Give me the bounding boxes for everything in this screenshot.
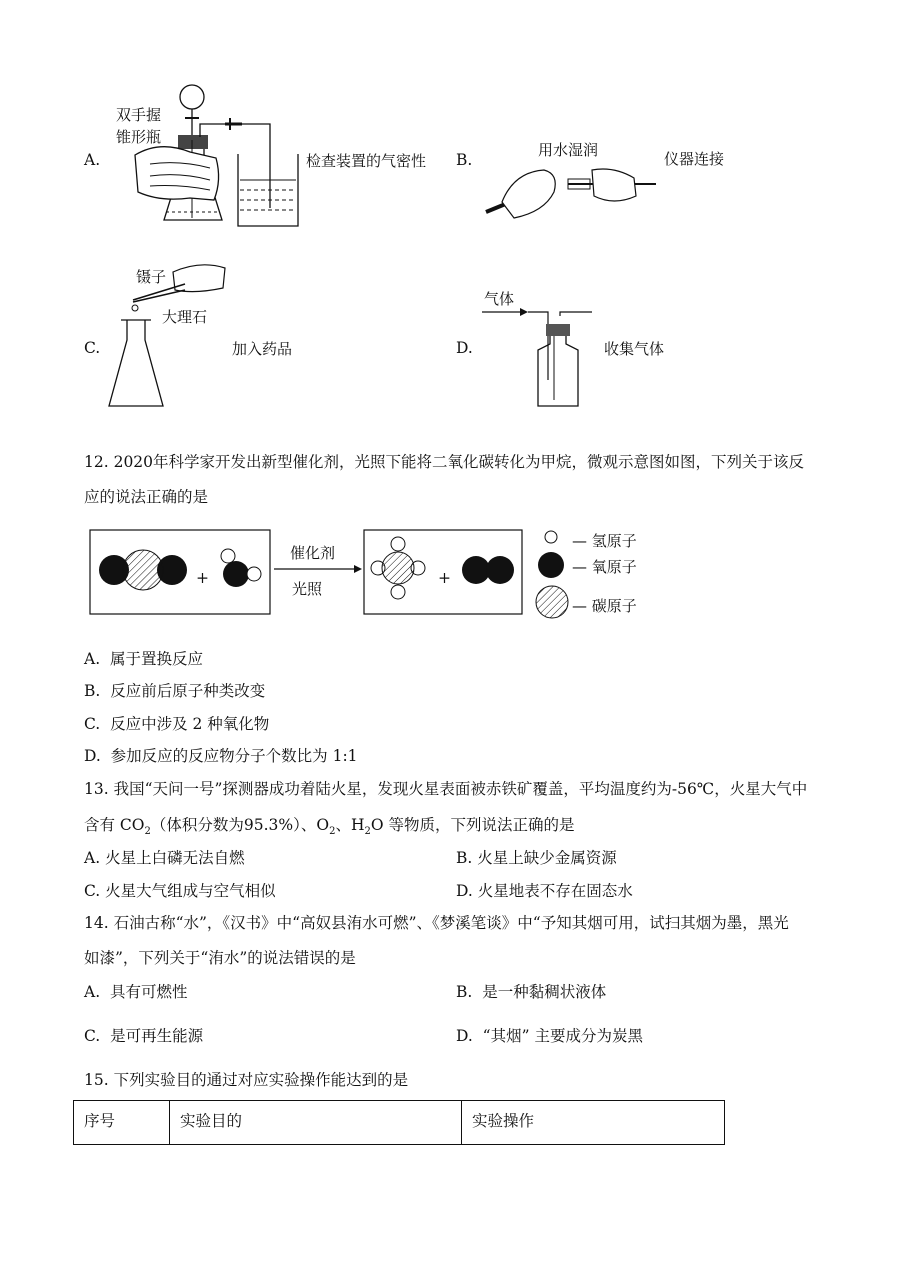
q15-stem: 15. 下列实验目的通过对应实验操作能达到的是: [84, 1071, 409, 1089]
q13-option-a[interactable]: A. 火星上白磷无法自燃: [84, 849, 245, 867]
experiment-table: [73, 1100, 725, 1145]
option-d-letter: D.: [456, 339, 473, 357]
q13-stem-line2: 含有 $CO_2$（体积分数为95.3%）、$O_2$、$H_2O$ 等物质，下列说法正确的是: [84, 816, 575, 838]
airtightness-apparatus-figure: [130, 80, 310, 230]
light-label: 光照: [292, 580, 323, 598]
hand-label-2: 锥形瓶: [116, 128, 162, 146]
legend-oxygen: — 氧原子: [572, 558, 637, 576]
table-header-row: [74, 1101, 725, 1145]
q13-option-c[interactable]: C. 火星大气组成与空气相似: [84, 882, 276, 900]
header-operation: 实验操作: [462, 1101, 725, 1145]
q13-option-d[interactable]: D. 火星地表不存在固态水: [456, 882, 633, 900]
q14-option-c[interactable]: C. 是可再生能源: [84, 1027, 204, 1045]
option-d-caption: 收集气体: [604, 340, 665, 358]
gas-label: 气体: [484, 290, 515, 308]
q13-option-b[interactable]: B. 火星上缺少金属资源: [456, 849, 617, 867]
option-a-letter: A.: [84, 151, 101, 169]
option-c-caption: 加入药品: [232, 340, 293, 358]
q13-stem-line1: 13. 我国“天问一号”探测器成功着陆火星，发现火星表面被赤铁矿覆盖，平均温度约为-56℃，火星大气中: [84, 780, 808, 798]
water-label: 用水湿润: [538, 141, 599, 159]
q12-option-b[interactable]: B. 反应前后原子种类改变: [84, 682, 266, 700]
catalyst-label: 催化剂: [290, 544, 336, 562]
option-b-caption: 仪器连接: [664, 150, 725, 168]
q14-option-d[interactable]: D. “其烟” 主要成分为炭黑: [456, 1027, 643, 1045]
instrument-connection-figure: [484, 162, 659, 224]
q12-option-d[interactable]: D. 参加反应的反应物分子个数比为 1:1: [84, 747, 358, 765]
plus-sign-right: +: [438, 569, 451, 587]
option-b-letter: B.: [456, 151, 473, 169]
q12-option-a[interactable]: A. 属于置换反应: [84, 650, 203, 668]
option-a-caption: 检查装置的气密性: [306, 152, 427, 170]
header-purpose: 实验目的: [170, 1101, 462, 1145]
marble-label: 大理石: [162, 308, 208, 326]
q14-stem-line2: 如漆”，下列关于“洧水”的说法错误的是: [84, 949, 356, 967]
tweezer-label: 镊子: [136, 268, 167, 286]
q14-option-a[interactable]: A. 具有可燃性: [84, 983, 188, 1001]
q14-stem-line1: 14. 石油古称“水”，《汉书》中“高奴县洧水可燃”、《梦溪笔谈》中“予知其烟可用，试扫其烟为墨，黑光: [84, 914, 789, 932]
option-c-letter: C.: [84, 339, 101, 357]
legend-carbon: — 碳原子: [572, 597, 637, 615]
q12-stem-line2: 应的说法正确的是: [84, 488, 209, 506]
q12-stem-line1: 12. 2020年科学家开发出新型催化剂，光照下能将二氧化碳转化为甲烷，微观示意图如图，下列关于该反: [84, 453, 805, 471]
legend-hydrogen: — 氢原子: [572, 532, 637, 550]
add-reagent-figure: [105, 260, 230, 410]
plus-sign-left: +: [196, 569, 209, 587]
header-index: 序号: [74, 1101, 170, 1145]
q14-option-b[interactable]: B. 是一种黏稠状液体: [456, 983, 607, 1001]
hand-label-1: 双手握: [116, 106, 162, 124]
gas-collection-figure: [482, 300, 594, 410]
q12-option-c[interactable]: C. 反应中涉及 2 种氧化物: [84, 715, 270, 733]
